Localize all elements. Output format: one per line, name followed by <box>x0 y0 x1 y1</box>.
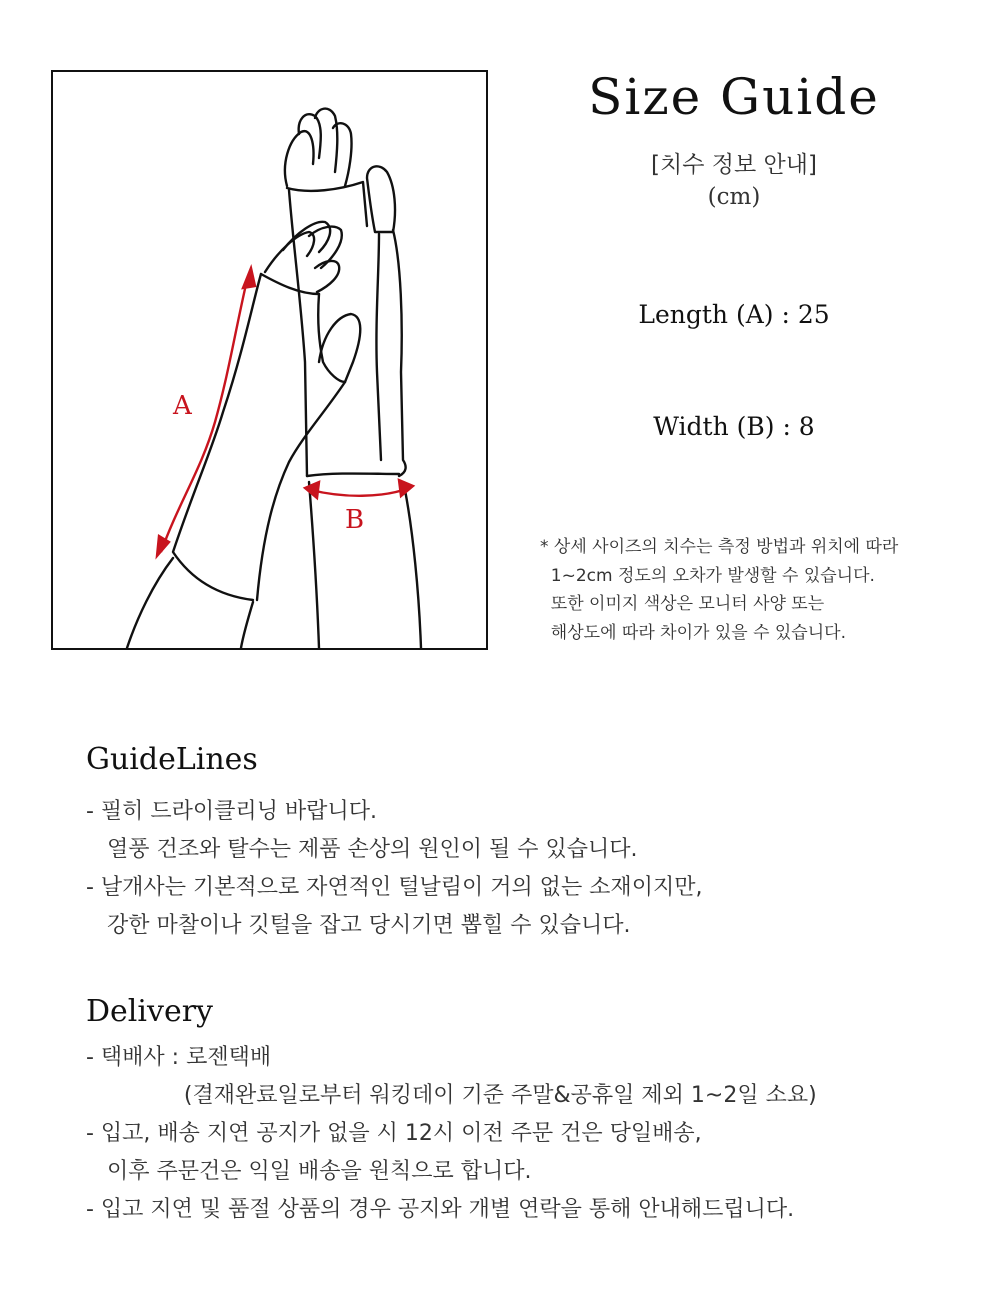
length-arrow-head-top <box>243 268 255 288</box>
back-glove-seam <box>376 234 381 460</box>
front-hand-finger-4 <box>315 261 339 292</box>
width-arrow-head-left <box>305 482 319 498</box>
length-spec: Length (A) : 25 <box>638 300 830 329</box>
width-arrow-line <box>311 488 409 496</box>
guidelines-heading: GuideLines <box>86 742 258 777</box>
guideline-line: - 필히 드라이클리닝 바랍니다. <box>86 799 377 824</box>
delivery-line: 이후 주문건은 익일 배송을 원칙으로 합니다. <box>86 1159 532 1184</box>
unit-label: (cm) <box>707 184 761 210</box>
note-line: 또한 이미지 색상은 모니터 사양 또는 <box>540 594 825 614</box>
delivery-heading: Delivery <box>86 994 213 1029</box>
page-title: Size Guide <box>588 68 880 126</box>
back-thumb <box>367 166 395 232</box>
measurement-note <box>540 533 990 647</box>
front-glove-top <box>261 274 319 294</box>
front-thumb <box>319 314 360 382</box>
back-forearm-right <box>405 490 421 648</box>
front-forearm-left <box>127 558 173 648</box>
guideline-line: - 날개사는 기본적으로 자연적인 털날림이 거의 없는 소재이지만, <box>86 875 703 900</box>
guideline-line: 강한 마찰이나 깃털을 잡고 당시기면 뽑힐 수 있습니다. <box>86 913 631 938</box>
back-glove-top <box>287 182 367 226</box>
delivery-line: - 입고, 배송 지연 공지가 없을 시 12시 이전 주문 건은 당일배송, <box>86 1121 702 1146</box>
front-hand-finger-2 <box>283 222 330 252</box>
back-glove-right <box>393 230 406 476</box>
glove-illustration <box>53 72 486 648</box>
front-glove-right <box>257 294 345 600</box>
delivery-list <box>86 1039 817 1229</box>
guidelines-list <box>86 793 702 945</box>
front-hand-finger-1 <box>265 232 314 272</box>
page-subtitle: [치수 정보 안내] <box>651 152 817 178</box>
front-glove-left <box>173 274 261 600</box>
back-forearm-left <box>309 482 319 648</box>
label-a: A <box>173 391 192 421</box>
delivery-line: (결재완료일로부터 워킹데이 기준 주말&공휴일 제외 1~2일 소요) <box>86 1083 817 1108</box>
note-line: * 상세 사이즈의 치수는 측정 방법과 위치에 따라 <box>540 537 899 557</box>
width-spec: Width (B) : 8 <box>653 412 815 441</box>
back-hand-finger-3 <box>315 109 337 172</box>
back-hand-finger-1 <box>285 131 314 186</box>
label-b: B <box>345 505 365 535</box>
back-glove-cuff <box>307 474 399 477</box>
delivery-line: - 입고 지연 및 품절 상품의 경우 공지와 개별 연락을 통해 안내해드립니다. <box>86 1197 795 1222</box>
size-diagram <box>51 70 488 650</box>
guideline-line: 열풍 건조와 탈수는 제품 손상의 원인이 될 수 있습니다. <box>86 837 638 862</box>
note-line: 해상도에 따라 차이가 있을 수 있습니다. <box>540 622 846 643</box>
note-line: 1~2cm 정도의 오차가 발생할 수 있습니다. <box>540 565 875 586</box>
front-forearm-right <box>241 602 253 648</box>
delivery-line: - 택배사 : 로젠택배 <box>86 1045 272 1070</box>
